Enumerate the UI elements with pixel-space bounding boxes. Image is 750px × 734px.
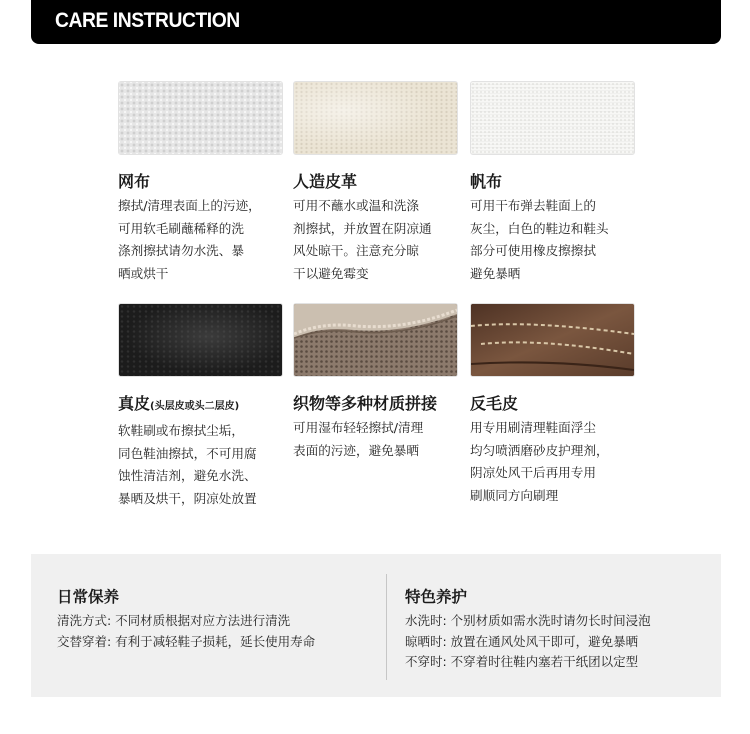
material-description: 可用不蘸水或温和洗涤 剂擦拭，并放置在阴凉通 风处晾干。注意充分晾 干以避免霉变 (293, 198, 432, 281)
daily-care-line: 清洗方式: 不同材质根据对应方法进行清洗 (57, 613, 291, 628)
daily-care-section (57, 586, 315, 652)
genuine-leather-texture-image (118, 303, 283, 377)
material-title: 网布 (118, 172, 151, 191)
material-title: 帆布 (470, 172, 503, 191)
material-description: 擦拭/清理表面上的污迹， 可用软毛刷蘸稀释的洗 涤剂擦拭请勿水洗、暴 晒或烘干 (118, 198, 261, 281)
material-card-suede (470, 303, 635, 507)
header-bar (31, 0, 721, 44)
material-title: 人造皮革 (293, 172, 358, 191)
panel-divider (386, 574, 387, 680)
care-tips-panel (31, 554, 721, 697)
daily-care-line: 交替穿着: 有利于减轻鞋子损耗，延长使用寿命 (57, 633, 316, 649)
special-care-line: 水洗时: 个别材质如需水洗时请勿长时间浸泡 (405, 613, 651, 628)
material-description: 可用湿布轻轻擦拭/清理 表面的污迹，避免暴晒 (293, 420, 424, 458)
material-title: 织物等多种材质拼接 (293, 394, 438, 413)
material-card-synthetic-leather (293, 81, 458, 285)
material-title: 真皮(头层皮或头二层皮) (118, 394, 240, 413)
special-care-title: 特色养护 (405, 588, 468, 606)
material-subtitle: (头层皮或头二层皮) (150, 401, 240, 412)
material-description: 可用干布弹去鞋面上的 灰尘，白色的鞋边和鞋头 部分可使用橡皮擦擦拭 避免暴晒 (470, 198, 609, 281)
mixed-fabric-texture-image (293, 303, 458, 377)
material-card-canvas (470, 81, 635, 285)
mesh-texture-image (118, 81, 283, 155)
canvas-texture-image (470, 81, 635, 155)
special-care-line: 不穿时: 不穿着时往鞋内塞若干纸团以定型 (405, 654, 639, 669)
material-card-genuine-leather (118, 303, 283, 510)
daily-care-title: 日常保养 (57, 588, 120, 606)
material-description: 软鞋刷或布擦拭尘垢， 同色鞋油擦拭，不可用腐 蚀性清洁剂，避免水洗、 暴晒及烘干，阴凉处放置 (118, 423, 257, 506)
suede-texture-image (470, 303, 635, 377)
page-title: CARE INSTRUCTION (55, 9, 240, 32)
special-care-section (405, 586, 651, 673)
synthetic-leather-texture-image (293, 81, 458, 155)
material-description: 用专用刷清理鞋面浮尘 均匀喷洒磨砂皮护理剂， 阴凉处风干后再用专用 刷顺同方向刷理 (470, 420, 609, 503)
special-care-line: 晾晒时: 放置在通风处风干即可，避免暴晒 (405, 633, 639, 649)
material-title: 反毛皮 (470, 394, 519, 413)
material-card-mixed-fabric (293, 303, 458, 462)
material-card-mesh (118, 81, 283, 285)
